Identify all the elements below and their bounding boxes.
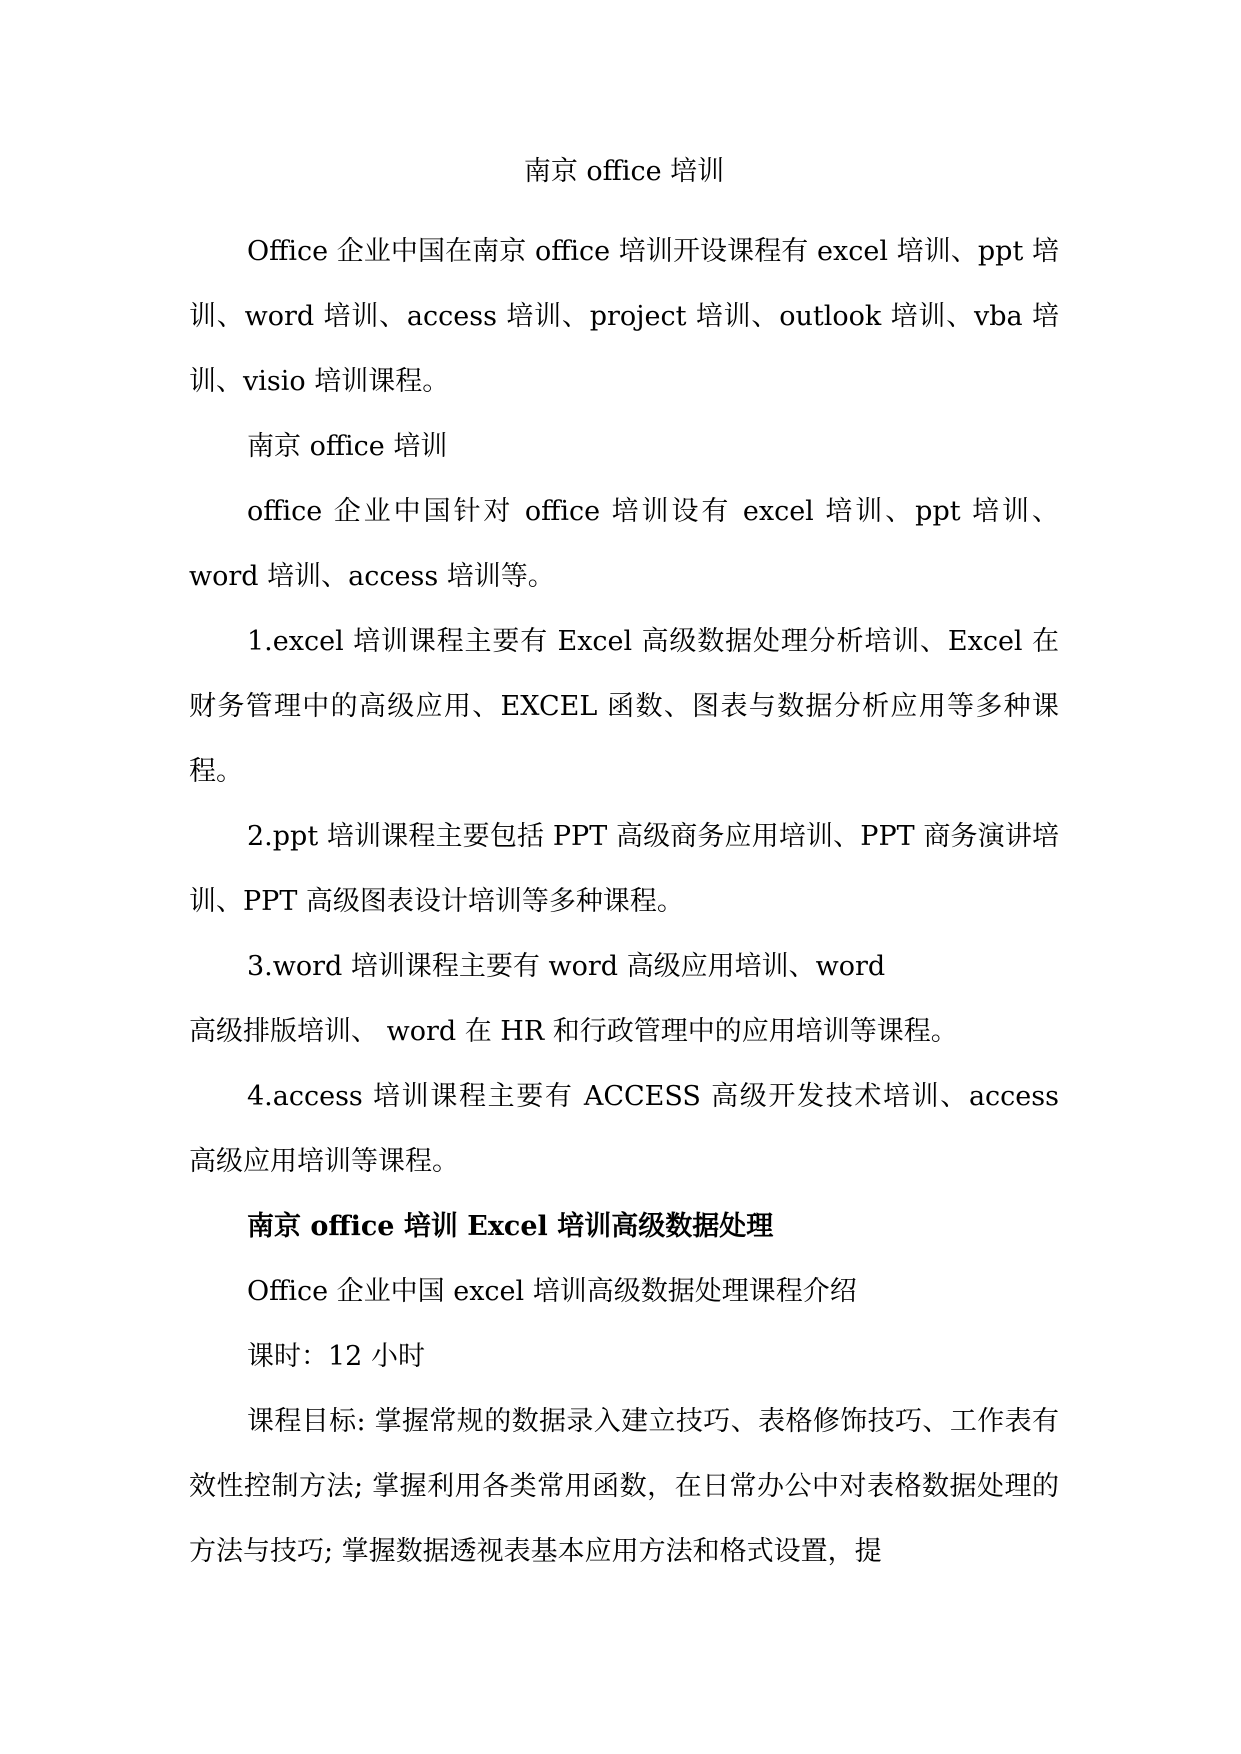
list-item-word-line1: 3.word 培训课程主要有 word 高级应用培训、word bbox=[247, 951, 886, 982]
course-hours: 课时：12 小时 bbox=[247, 1341, 425, 1372]
document-body bbox=[189, 155, 1059, 1584]
intro-paragraph: Office 企业中国在南京 office 培训开设课程有 excel 培训、ppt 培训、word 培训、access 培训、project 培训、outlook 培训、vba 培训、visio 培训课程。 bbox=[189, 236, 1059, 397]
subheading: 南京 office 培训 bbox=[247, 431, 448, 462]
section-heading: 南京 office 培训 Excel 培训高级数据处理 bbox=[247, 1211, 774, 1242]
list-item-access: 4.access 培训课程主要有 ACCESS 高级开发技术培训、access 高级应用培训等课程。 bbox=[189, 1081, 1059, 1177]
course-objectives: 课程目标: 掌握常规的数据录入建立技巧、表格修饰技巧、工作表有效性控制方法; 掌握利用各类常用函数，在日常办公中对表格数据处理的方法与技巧; 掌握数据透视表基本应用方法和格式设置，提 bbox=[189, 1406, 1059, 1567]
course-intro: Office 企业中国 excel 培训高级数据处理课程介绍 bbox=[247, 1276, 857, 1307]
overview-paragraph: office 企业中国针对 office 培训设有 excel 培训、ppt 培训、word 培训、access 培训等。 bbox=[189, 496, 1059, 592]
list-item-excel: 1.excel 培训课程主要有 Excel 高级数据处理分析培训、Excel 在财务管理中的高级应用、EXCEL 函数、图表与数据分析应用等多种课程。 bbox=[189, 626, 1059, 787]
list-item-word-line2: 高级排版培训、 word 在 HR 和行政管理中的应用培训等课程。 bbox=[189, 1016, 958, 1047]
document-title: 南京 office 培训 bbox=[523, 156, 725, 187]
list-item-ppt: 2.ppt 培训课程主要包括 PPT 高级商务应用培训、PPT 商务演讲培训、PPT 高级图表设计培训等多种课程。 bbox=[189, 821, 1059, 917]
